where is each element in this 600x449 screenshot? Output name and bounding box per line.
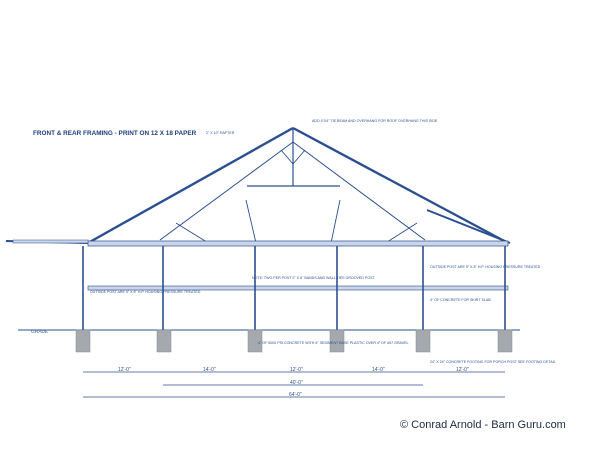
dim-left-bay: 12'-0" — [118, 367, 131, 373]
copyright: © Conrad Arnold - Barn Guru.com — [400, 419, 566, 431]
right-inner-brace — [331, 200, 340, 243]
dim-overall: 64'-0" — [289, 392, 302, 398]
peak-web-left — [281, 150, 293, 164]
dim-center: 12'-0" — [290, 367, 303, 373]
footing-5 — [416, 330, 430, 352]
footing-2 — [157, 330, 171, 352]
footing-1 — [76, 330, 90, 352]
left-porch-band — [13, 240, 88, 243]
dim-middle: 40'-0" — [290, 380, 303, 386]
peak-note: ADD 4"X4" TIE BEAM AND OVERHANG FOR ROOF OVERHANG THIS SIDE — [312, 119, 438, 123]
eave-band — [88, 241, 508, 246]
concrete-note: 4" OF CONCRETE FOR SKIRT SLAB — [430, 298, 491, 302]
grade-label: GRADE — [31, 330, 49, 335]
gravel-note: 4" OF 5000 PSI CONCRETE WITH 6" SEDIMENT BASE PLASTIC OVER 4" OF #57 GRAVEL — [258, 341, 409, 345]
footing-note: 24" X 24" CONCRETE FOOTING FOR PORCH POST SEE FOOTING DETAIL — [430, 360, 556, 364]
center-note: NOTE: TWO PER POST 2" X 6" BANDS AND WALL TIES GROOVED POST — [252, 276, 375, 280]
treated-note-left: OUTSIDE POST ARE 5" X 8" H.P. HOUSING PRESSURE TREATED — [90, 290, 201, 294]
drawing-title: FRONT & REAR FRAMING - PRINT ON 12 X 18 PAPER — [33, 130, 197, 137]
dim-right-bay: 12'-0" — [456, 367, 469, 373]
peak-web-right — [293, 150, 305, 164]
treated-note-right: OUTSIDE POST ARE 5" X 8" H.P. HOUSING PRESSURE TREATED — [430, 265, 541, 269]
right-porch-roof — [427, 210, 510, 243]
footing-6 — [498, 330, 512, 352]
grade-line — [18, 329, 520, 335]
right-upper-rafter — [293, 142, 425, 240]
left-inner-brace — [246, 200, 256, 243]
dim-center-right: 14'-0" — [372, 367, 385, 373]
rafter-note: 2" X 10" RAFTER — [206, 131, 235, 135]
roof-framing — [6, 128, 510, 244]
dim-center-left: 14'-0" — [203, 367, 216, 373]
